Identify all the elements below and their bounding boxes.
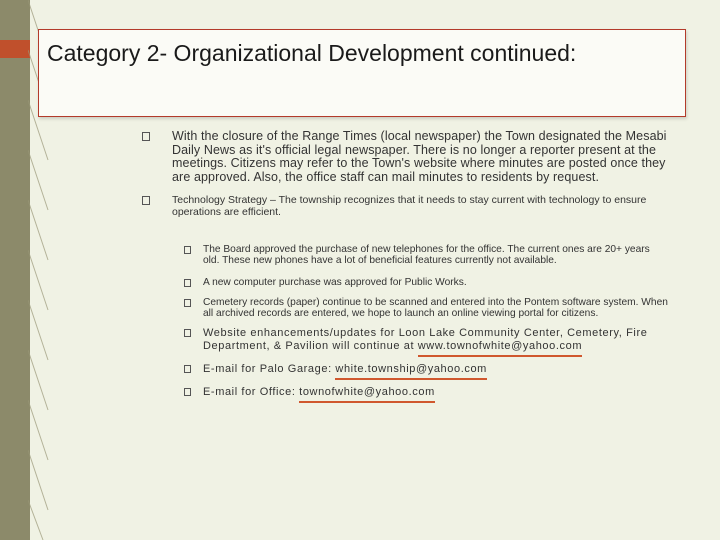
bullet-box-icon bbox=[184, 279, 191, 287]
bullet-box-icon bbox=[184, 329, 191, 337]
sub-list bbox=[148, 244, 668, 409]
palo-email-link[interactable]: white.township@yahoo.com bbox=[335, 363, 487, 380]
bullet-box-icon bbox=[184, 246, 191, 254]
sub-item-palo-email bbox=[148, 363, 668, 380]
bullet-technology-strategy bbox=[148, 194, 668, 218]
sub-item-cemetery bbox=[148, 297, 668, 320]
left-accent-bar bbox=[0, 40, 30, 58]
office-email-link[interactable]: townofwhite@yahoo.com bbox=[299, 386, 435, 403]
left-decorative-band bbox=[0, 0, 30, 540]
bullet-box-icon bbox=[142, 196, 150, 205]
bullet-box-icon bbox=[184, 365, 191, 373]
sub-item-office-email bbox=[148, 386, 668, 403]
website-link[interactable]: www.townofwhite@yahoo.com bbox=[418, 340, 582, 357]
sub-item-website bbox=[148, 327, 668, 357]
bullet-box-icon bbox=[184, 299, 191, 307]
bullet-range-times bbox=[148, 130, 668, 184]
bullet-text: With the closure of the Range Times (local newspaper) the Town designated the Mesabi Daily News as it's official legal newspaper. There is no longer a reporter present at the meetings. Citizens may refer to the Town's website where minutes are posted once they are approved. Also, the office staff can mail minutes to residents by request. bbox=[172, 129, 667, 184]
sub-item-text: E-mail for Palo Garage: bbox=[203, 363, 332, 376]
sub-item-text: E-mail for Office: bbox=[203, 386, 296, 399]
bullet-box-icon bbox=[184, 388, 191, 396]
slide-title: Category 2- Organizational Development continued: bbox=[47, 40, 577, 66]
sub-item-telephones bbox=[148, 244, 668, 267]
title-box bbox=[38, 29, 686, 117]
bullet-text: Technology Strategy – The township recognizes that it needs to stay current with technology to ensure operations are efficient. bbox=[172, 194, 647, 219]
sub-item-text: The Board approved the purchase of new telephones for the office. The current ones are 20+ years old. These new phones have a lot of beneficial features currently not available. bbox=[203, 244, 650, 267]
bullet-box-icon bbox=[142, 132, 150, 141]
sub-item-computer bbox=[148, 277, 668, 288]
sub-item-text: A new computer purchase was approved for Public Works. bbox=[203, 276, 467, 288]
slide-content bbox=[148, 130, 668, 228]
sub-item-text: Website enhancements/updates for Loon Lake Community Center, Cemetery, Fire Department, & Pavilion will continue at bbox=[203, 327, 648, 353]
sub-item-text: Cemetery records (paper) continue to be scanned and entered into the Pontem software system. When all archived records are entered, we hope to launch an online viewing portal for citizens. bbox=[203, 296, 668, 320]
